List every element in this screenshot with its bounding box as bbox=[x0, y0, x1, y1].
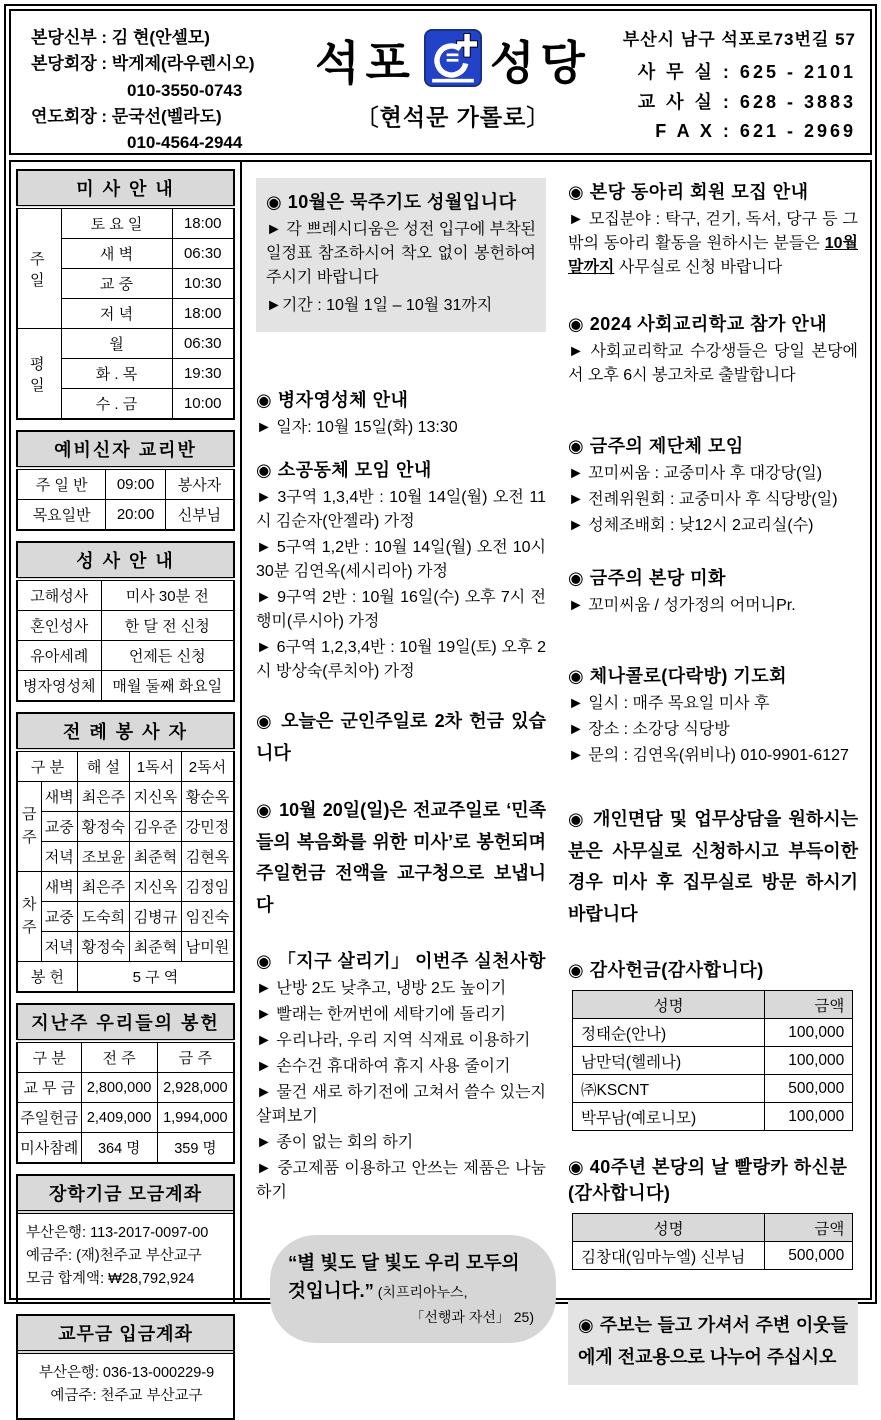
list-item: ► 문의 : 김연옥(위비나) 010-9901-6127 bbox=[568, 747, 849, 764]
table-row bbox=[17, 1004, 234, 1041]
save-earth-section bbox=[256, 947, 546, 1205]
table-cell: 주일헌금 bbox=[17, 1103, 81, 1133]
section-title: ◉ 금주의 본당 미화 bbox=[568, 568, 726, 588]
table-cell: 매월 둘째 화요일 bbox=[101, 671, 234, 702]
military-sunday-notice: ◉ 오늘은 군인주일로 2차 헌금 있습니다 bbox=[256, 711, 546, 763]
section-title: ◉ 소공동체 모임 안내 bbox=[256, 460, 432, 480]
table-row bbox=[573, 991, 853, 1019]
sacraments-title: 성 사 안 내 bbox=[17, 542, 234, 579]
bank-account-line: 부산은행: 113-2017-0097-00 bbox=[26, 1225, 209, 1241]
table-cell: 06:30 bbox=[172, 239, 234, 269]
table-cell: 도숙희 bbox=[77, 902, 129, 932]
table-cell: 최준혁 bbox=[129, 932, 181, 962]
section-title: ◉ 「지구 살리기」 이번주 실천사항 bbox=[256, 951, 546, 971]
table-cell: 강민정 bbox=[181, 812, 234, 842]
bulletin-body bbox=[9, 160, 872, 1404]
table-header-cell: 성명 bbox=[573, 991, 765, 1019]
sick-communion-section bbox=[256, 386, 546, 440]
table-row bbox=[17, 750, 234, 782]
table-cell: 09:00 bbox=[106, 468, 166, 500]
church-title bbox=[303, 27, 603, 93]
diocese-emblem-icon bbox=[424, 29, 482, 92]
body-text: 사무실로 신청 바랍니다 bbox=[614, 259, 783, 276]
table-cell: 최준혁 bbox=[129, 842, 181, 872]
notice-body: ► 각 쁘레시디움은 성전 입구에 부착된 일정표 참조하시어 착오 없이 봉헌하여 주시기 바랍니다 bbox=[266, 221, 536, 286]
contact-numbers bbox=[607, 58, 856, 147]
table-row bbox=[17, 500, 234, 531]
offering-title: 지난주 우리들의 봉헌 bbox=[17, 1004, 234, 1041]
header-staff-info bbox=[11, 11, 303, 153]
table-cell: 언제든 신청 bbox=[101, 641, 234, 671]
deadline-text: 10월말까지 bbox=[568, 235, 858, 276]
table-cell: 교 무 금 bbox=[17, 1073, 81, 1103]
list-item: ► 5구역 1,2반 : 10월 14일(월) 오전 10시 30분 김연옥(세시리아) 가정 bbox=[256, 539, 546, 580]
table-cell: 저녁 bbox=[41, 842, 77, 872]
quote-text: “별 빛도 달 빛도 우리 모두의 것입니다.” bbox=[288, 1252, 520, 1301]
table-cell: 수 . 금 bbox=[61, 389, 172, 420]
table-row bbox=[573, 1103, 853, 1131]
list-item: ► 빨래는 한꺼번에 세탁기에 돌리기 bbox=[256, 1006, 507, 1023]
notice-title: ◉ 10월은 묵주기도 성월입니다 bbox=[266, 192, 517, 212]
table-cell: 교 중 bbox=[61, 269, 172, 299]
table-cell: 10:00 bbox=[172, 389, 234, 420]
list-item: ► 꼬미씨움 : 교중미사 후 대강당(일) bbox=[568, 465, 823, 482]
table-cell: 구 분 bbox=[17, 1041, 81, 1073]
list-item: ► 중고제품 이용하고 안쓰는 제품은 나눔하기 bbox=[256, 1160, 546, 1201]
list-item: ► 전례위원회 : 교중미사 후 식당방(일) bbox=[568, 491, 838, 508]
donation-amount: 100,000 bbox=[765, 1047, 853, 1075]
thanksgiving-offering-section bbox=[568, 956, 858, 1131]
table-cell: 황정숙 bbox=[77, 932, 129, 962]
table-row bbox=[17, 902, 234, 932]
table-row bbox=[573, 1214, 853, 1242]
office-phone: 사 무 실 : 625 - 2101 bbox=[637, 62, 856, 82]
table-row bbox=[17, 468, 234, 500]
table-cell: 김정임 bbox=[181, 872, 234, 902]
list-item: ► 일자: 10월 15일(화) 13:30 bbox=[256, 419, 458, 436]
beautification-section bbox=[568, 564, 858, 618]
header bbox=[9, 9, 872, 155]
table-cell: 유아세례 bbox=[17, 641, 101, 671]
list-item: ► 종이 없는 회의 하기 bbox=[256, 1134, 414, 1151]
section-title: ◉ 본당 동아리 회원 모집 안내 bbox=[568, 182, 809, 202]
quote-bubble bbox=[270, 1235, 556, 1343]
table-row bbox=[17, 207, 234, 239]
counseling-notice: ◉ 개인면담 및 업무상담을 원하시는 분은 사무실로 신청하시고 부득이한 경우 미사 후 집무실로 방문 하시기 바랍니다 bbox=[568, 809, 858, 924]
notice-period: ►기간 : 10월 1일 – 10월 31까지 bbox=[266, 297, 493, 314]
table-cell: 18:00 bbox=[172, 299, 234, 329]
middle-column bbox=[242, 162, 560, 1325]
account-holder-line: 예금주: 천주교 부산교구 bbox=[50, 1387, 203, 1404]
catechism-class-table bbox=[16, 430, 235, 531]
rosary-month-notice bbox=[256, 178, 546, 332]
offering-district-value: 5 구 역 bbox=[77, 962, 234, 993]
table-cell: 최은주 bbox=[77, 872, 129, 902]
account-holder-line: 예금주: (재)천주교 부산교구 bbox=[26, 1248, 202, 1265]
table-header-cell: 성명 bbox=[573, 1214, 765, 1242]
servers-title: 전 례 봉 사 자 bbox=[17, 713, 234, 750]
table-row bbox=[573, 1242, 853, 1270]
sunday-label: 주 일 bbox=[17, 207, 61, 329]
table-cell: 고해성사 bbox=[17, 579, 101, 611]
table-row bbox=[17, 872, 234, 902]
staff-pastor: 본당신부 : 김 현(안셀모) bbox=[31, 28, 210, 47]
table-cell: 지신옥 bbox=[129, 782, 181, 812]
table-cell: 저녁 bbox=[41, 932, 77, 962]
table-cell: 새 벽 bbox=[61, 239, 172, 269]
table-cell: 359 명 bbox=[157, 1133, 234, 1164]
table-cell: 김현옥 bbox=[181, 842, 234, 872]
table-cell: 금 주 bbox=[157, 1041, 234, 1073]
donor-name: 박무남(예로니모) bbox=[573, 1103, 765, 1131]
table-cell: 교중 bbox=[41, 902, 77, 932]
donor-name: 남만덕(헬레나) bbox=[573, 1047, 765, 1075]
body-text: ► 모집분야 : 탁구, 걷기, 독서, 당구 등 그 밖의 동아리 활동을 원하시는 분들은 bbox=[568, 211, 858, 252]
header-contact-info bbox=[603, 11, 870, 153]
mass-schedule-table bbox=[16, 169, 235, 420]
palanca-section bbox=[568, 1153, 858, 1270]
table-row bbox=[17, 842, 234, 872]
table-row bbox=[17, 579, 234, 611]
this-week-label: 금주 bbox=[17, 782, 41, 872]
staff-yeondo-president: 연도회장 : 문국선(벨라도) bbox=[31, 107, 222, 127]
catechism-title: 예비신자 교리반 bbox=[17, 431, 234, 468]
offering-district-label: 봉 헌 bbox=[17, 962, 77, 993]
scholarship-title: 장학기금 모금계좌 bbox=[18, 1176, 233, 1214]
fax-number: F A X : 621 - 2969 bbox=[655, 121, 856, 142]
donation-amount: 500,000 bbox=[765, 1242, 853, 1270]
table-row bbox=[17, 170, 234, 207]
section-title: ◉ 병자영성체 안내 bbox=[256, 390, 409, 410]
left-column bbox=[11, 162, 242, 1404]
bulletin-page bbox=[4, 4, 877, 1404]
table-cell: 06:30 bbox=[172, 329, 234, 359]
section-title: ◉ 금주의 제단체 모임 bbox=[568, 436, 744, 456]
table-cell: 2독서 bbox=[181, 750, 234, 782]
table-cell: 1,994,000 bbox=[157, 1103, 234, 1133]
table-cell: 황순옥 bbox=[181, 782, 234, 812]
table-cell: 봉사자 bbox=[165, 468, 234, 500]
scholarship-account-box bbox=[16, 1174, 235, 1304]
group-meetings-section bbox=[568, 432, 858, 538]
table-cell: 구 분 bbox=[17, 750, 77, 782]
list-item: ► 손수건 휴대하여 휴지 사용 줄이기 bbox=[256, 1058, 511, 1075]
section-title: ◉ 감사헌금(감사합니다) bbox=[568, 960, 764, 980]
list-item: ► 난방 2도 낮추고, 냉방 2도 높이기 bbox=[256, 980, 507, 997]
dues-title: 교무금 입금계좌 bbox=[18, 1316, 233, 1354]
list-item: ► 3구역 1,3,4반 : 10월 14일(월) 오전 11시 김순자(안젤라) 가정 bbox=[256, 489, 546, 530]
table-cell: 새벽 bbox=[41, 872, 77, 902]
table-cell: 2,409,000 bbox=[81, 1103, 157, 1133]
next-week-label: 차주 bbox=[17, 872, 41, 962]
table-cell: 조보윤 bbox=[77, 842, 129, 872]
donation-amount: 500,000 bbox=[765, 1075, 853, 1103]
table-row bbox=[17, 782, 234, 812]
list-item: ► 꼬미씨움 / 성가정의 어머니Pr. bbox=[568, 597, 796, 614]
right-column bbox=[560, 162, 870, 1367]
table-cell: 화 . 목 bbox=[61, 359, 172, 389]
small-community-section bbox=[256, 456, 546, 684]
donor-name: 김창대(임마누엘) 신부님 bbox=[573, 1242, 765, 1270]
list-item: ► 일시 : 매주 목요일 미사 후 bbox=[568, 695, 770, 712]
list-item: ► 물건 새로 하기전에 고쳐서 쓸수 있는지 살펴보기 bbox=[256, 1084, 546, 1125]
section-title: ◉ 2024 사회교리학교 참가 안내 bbox=[568, 314, 828, 334]
staff-president-phone: 010-3550-0743 bbox=[127, 80, 243, 100]
table-cell: 10:30 bbox=[172, 269, 234, 299]
donor-name: 정태순(안나) bbox=[573, 1019, 765, 1047]
table-row bbox=[17, 812, 234, 842]
church-address: 부산시 남구 석포로73번길 57 bbox=[622, 30, 856, 49]
table-cell: 새벽 bbox=[41, 782, 77, 812]
table-cell: 지신옥 bbox=[129, 872, 181, 902]
table-row bbox=[17, 641, 234, 671]
donation-amount: 100,000 bbox=[765, 1103, 853, 1131]
palanca-table bbox=[572, 1213, 853, 1270]
mission-sunday-notice: ◉ 10월 20일(일)은 전교주일로 ‘민족들의 복음화를 위한 미사’로 봉헌되며 주일헌금 전액을 교구청으로 보냅니다 bbox=[256, 800, 546, 915]
table-cell: 19:30 bbox=[172, 359, 234, 389]
quote-source: (치프리아누스, bbox=[373, 1283, 468, 1300]
sacraments-table bbox=[16, 541, 235, 702]
table-cell: 미사 30분 전 bbox=[101, 579, 234, 611]
section-title: ◉ 체나콜로(다락방) 기도회 bbox=[568, 666, 788, 686]
quote-source-line2: 「선행과 자선」 25) bbox=[410, 1308, 534, 1325]
table-row bbox=[17, 611, 234, 641]
table-cell: 364 명 bbox=[81, 1133, 157, 1164]
table-cell: 한 달 전 신청 bbox=[101, 611, 234, 641]
table-row bbox=[17, 671, 234, 702]
table-row bbox=[17, 542, 234, 579]
table-cell: 황정숙 bbox=[77, 812, 129, 842]
section-title: ◉ 40주년 본당의 날 빨랑카 하신분 (감사합니다) bbox=[568, 1157, 848, 1203]
table-cell: 신부님 bbox=[165, 500, 234, 531]
donor-name: ㈜KSCNT bbox=[573, 1075, 765, 1103]
table-cell: 김우준 bbox=[129, 812, 181, 842]
table-cell: 해 설 bbox=[77, 750, 129, 782]
staff-president: 본당회장 : 박게제(라우렌시오) bbox=[31, 54, 255, 74]
list-item: ► 6구역 1,2,3,4반 : 10월 19일(토) 오후 2시 방상숙(루치아) 가정 bbox=[256, 639, 546, 680]
donation-amount: 100,000 bbox=[765, 1019, 853, 1047]
table-cell: 월 bbox=[61, 329, 172, 359]
list-item: ► 성체조배회 : 낮12시 2교리실(수) bbox=[568, 517, 814, 534]
thanksgiving-table bbox=[572, 990, 853, 1131]
table-cell: 미사참례 bbox=[17, 1133, 81, 1164]
table-row bbox=[17, 1103, 234, 1133]
table-row bbox=[17, 932, 234, 962]
table-cell: 병자영성체 bbox=[17, 671, 101, 702]
dues-details bbox=[18, 1354, 233, 1418]
section-body: ► 사회교리학교 수강생들은 당일 본당에서 오후 6시 봉고차로 출발합니다 bbox=[568, 343, 858, 384]
table-row bbox=[17, 431, 234, 468]
table-row bbox=[573, 1075, 853, 1103]
bank-account-line: 부산은행: 036-13-000229-9 bbox=[38, 1364, 215, 1381]
list-item: ► 장소 : 소강당 식당방 bbox=[568, 721, 730, 738]
table-cell: 1독서 bbox=[129, 750, 181, 782]
table-cell: 교중 bbox=[41, 812, 77, 842]
club-recruit-section bbox=[568, 178, 858, 280]
church-subtitle: 〔현석문 가롤로〕 bbox=[355, 104, 551, 130]
table-cell: 전 주 bbox=[81, 1041, 157, 1073]
table-cell: 2,800,000 bbox=[81, 1073, 157, 1103]
table-cell: 18:00 bbox=[172, 207, 234, 239]
table-cell: 주 일 반 bbox=[17, 468, 106, 500]
staff-yeondo-phone: 010-4564-2944 bbox=[127, 133, 243, 153]
table-cell: 혼인성사 bbox=[17, 611, 101, 641]
table-header-cell: 금액 bbox=[765, 991, 853, 1019]
mass-schedule-title: 미 사 안 내 bbox=[17, 170, 234, 207]
table-cell: 목요일반 bbox=[17, 500, 106, 531]
last-week-offering-table bbox=[16, 1003, 235, 1164]
table-row bbox=[17, 1133, 234, 1164]
cenacle-prayer-section bbox=[568, 662, 858, 768]
bulletin-share-notice: ◉ 주보는 들고 가셔서 주변 이웃들에게 전교용으로 나누어 주십시오 bbox=[568, 1300, 858, 1385]
table-cell: 2,928,000 bbox=[157, 1073, 234, 1103]
weekday-label: 평 일 bbox=[17, 329, 61, 420]
table-cell: 최은주 bbox=[77, 782, 129, 812]
liturgy-servers-table bbox=[16, 712, 235, 993]
classroom-phone: 교 사 실 : 628 - 3883 bbox=[637, 91, 856, 112]
table-header-cell: 금액 bbox=[765, 1214, 853, 1242]
scholarship-details bbox=[18, 1214, 233, 1302]
table-row bbox=[17, 1041, 234, 1073]
table-cell: 남미원 bbox=[181, 932, 234, 962]
table-row bbox=[17, 329, 234, 359]
dues-account-box bbox=[16, 1314, 235, 1420]
table-cell: 김병규 bbox=[129, 902, 181, 932]
list-item: ► 우리나라, 우리 지역 식재료 이용하기 bbox=[256, 1032, 531, 1049]
section-body bbox=[568, 208, 858, 280]
fund-total-line: 모금 합계액: ₩28,792,924 bbox=[26, 1271, 195, 1288]
table-cell: 임진숙 bbox=[181, 902, 234, 932]
social-doctrine-school-section bbox=[568, 310, 858, 388]
church-title-left: 석포 bbox=[315, 37, 416, 89]
table-row bbox=[573, 1019, 853, 1047]
header-title-block bbox=[303, 11, 603, 153]
table-row bbox=[573, 1047, 853, 1075]
church-title-right: 성당 bbox=[490, 37, 591, 89]
table-cell: 저 녁 bbox=[61, 299, 172, 329]
list-item: ► 9구역 2반 : 10월 16일(수) 오후 7시 전행미(루시아) 가정 bbox=[256, 589, 546, 630]
table-row bbox=[17, 713, 234, 750]
table-row bbox=[17, 1073, 234, 1103]
table-cell: 20:00 bbox=[106, 500, 166, 531]
table-cell: 토 요 일 bbox=[61, 207, 172, 239]
table-row bbox=[17, 962, 234, 993]
